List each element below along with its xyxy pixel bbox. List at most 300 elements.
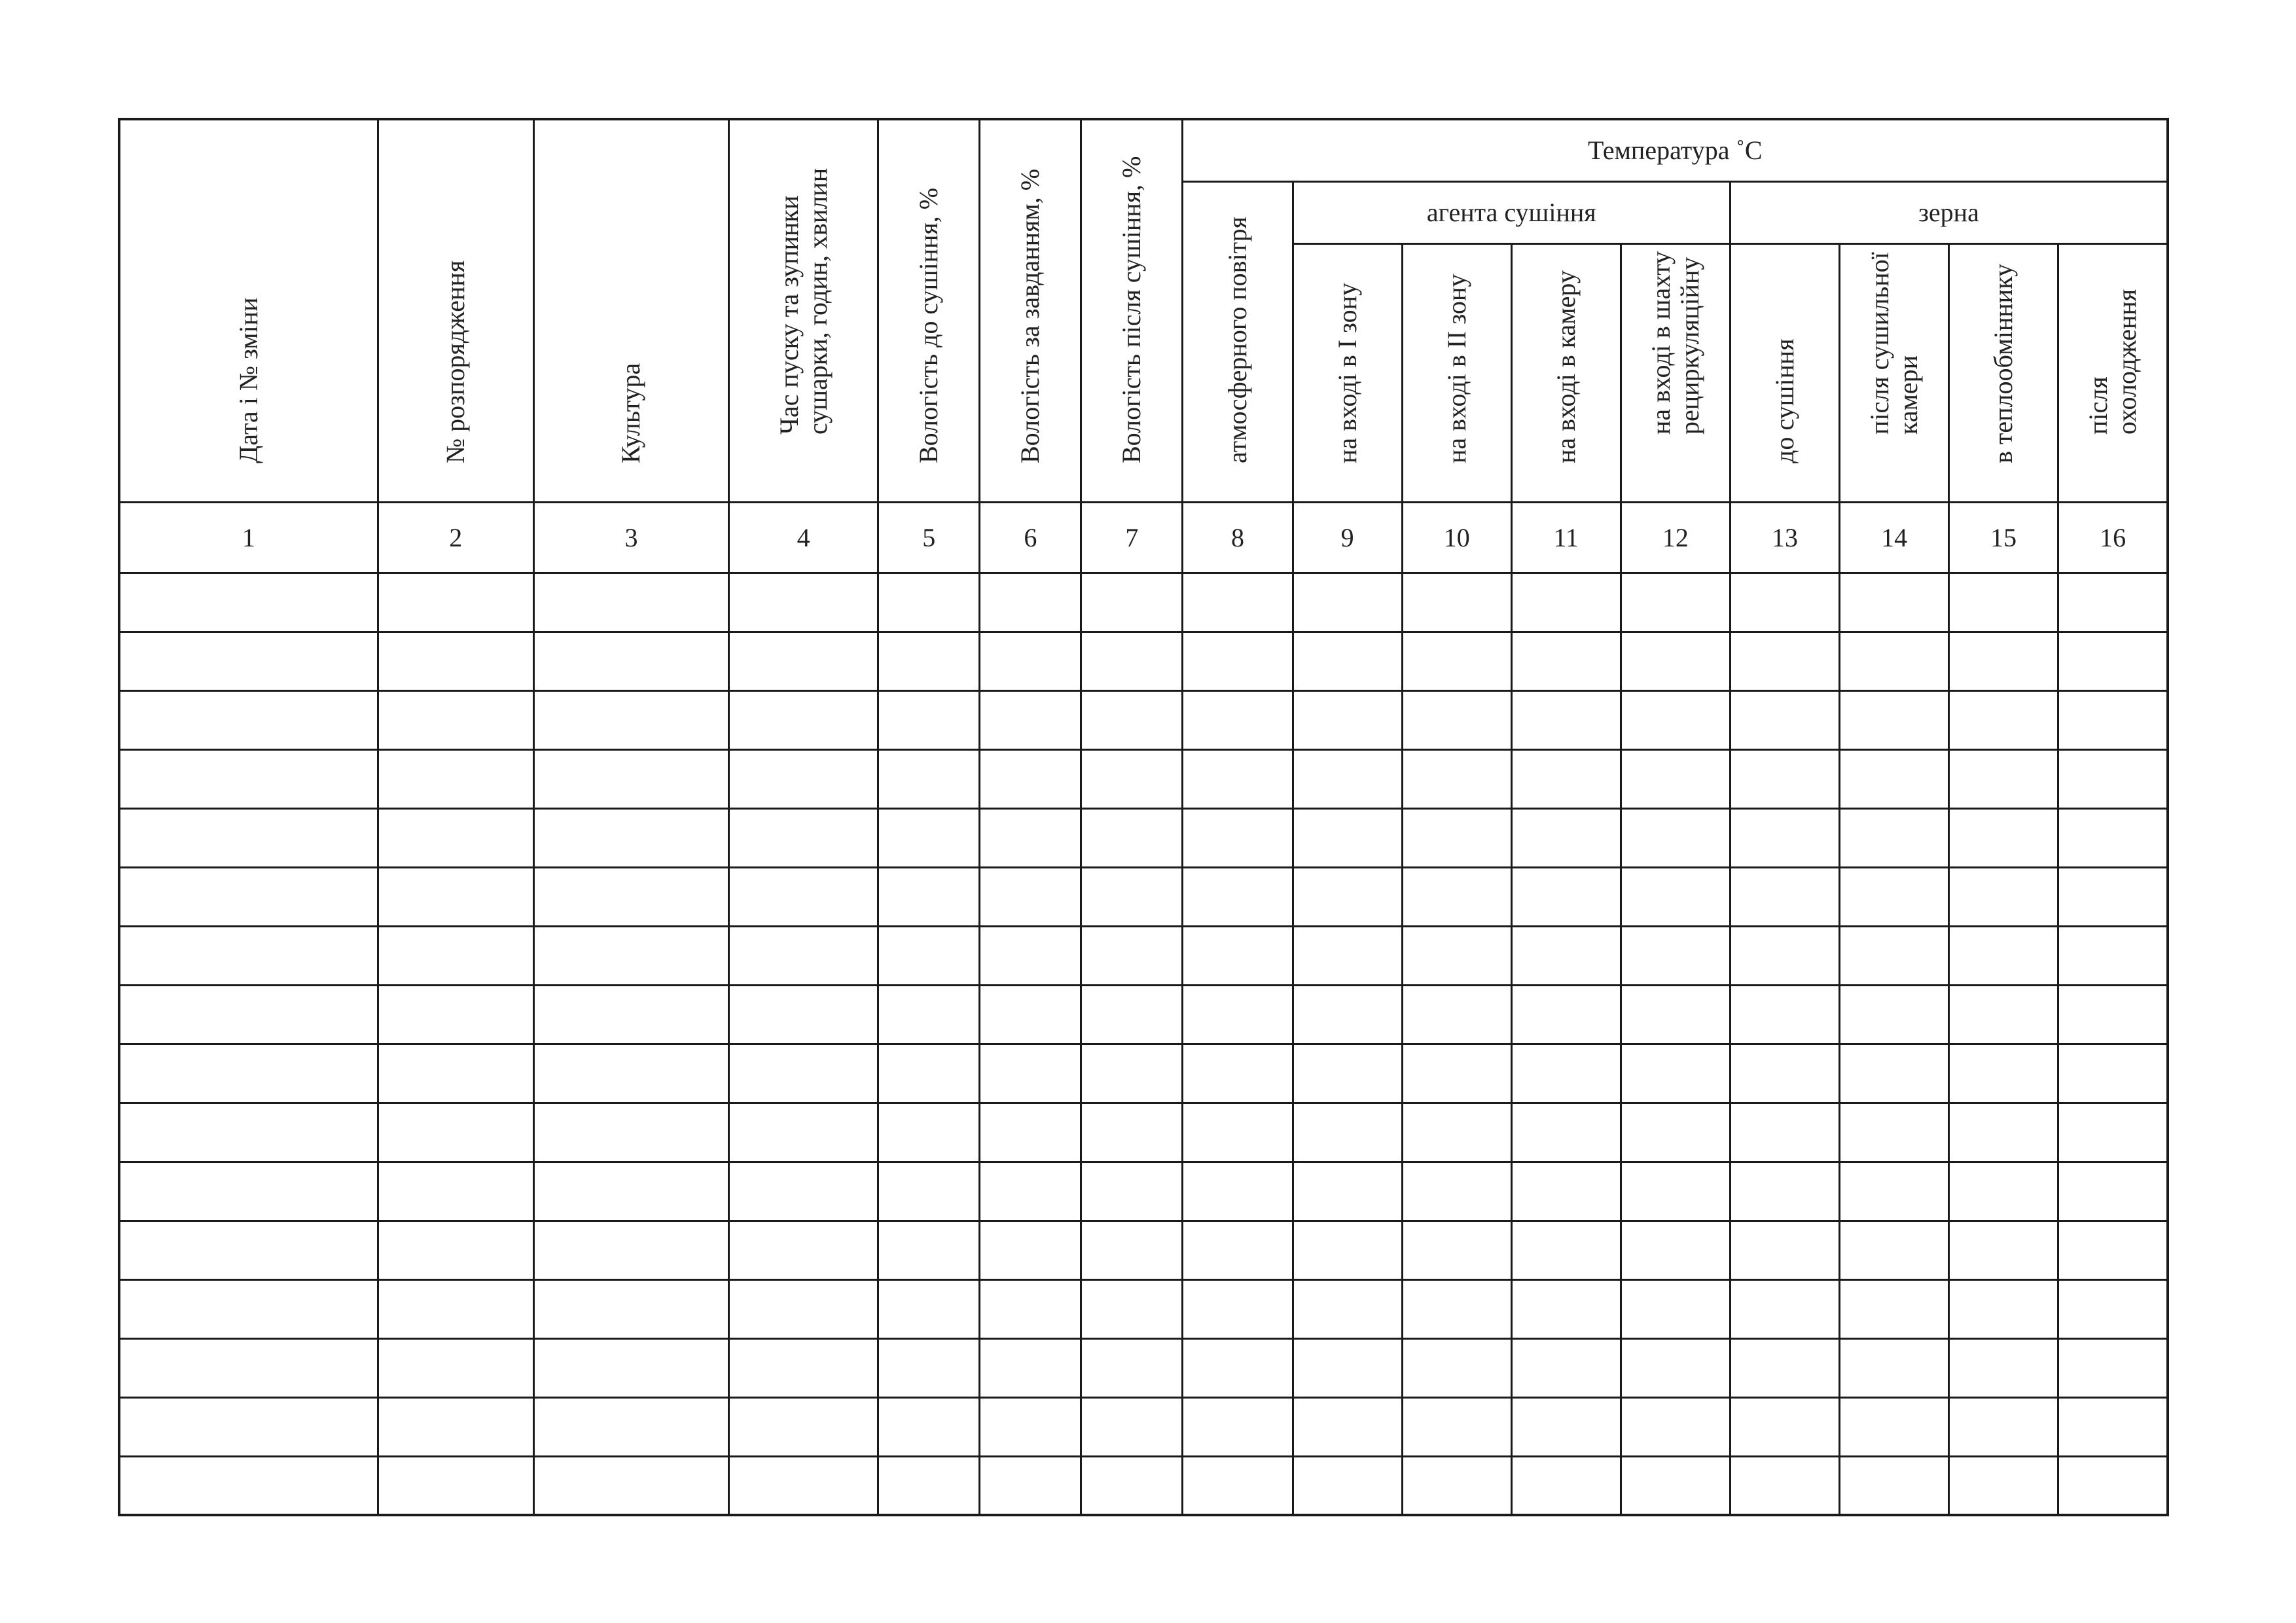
header-col-10 (1402, 243, 1511, 502)
table-cell[interactable] (1840, 632, 1949, 690)
table-row (119, 926, 2168, 985)
table-cell[interactable] (980, 1162, 1081, 1221)
table-cell[interactable] (378, 749, 533, 808)
table-cell[interactable] (533, 1221, 728, 1279)
table-cell[interactable] (2058, 749, 2168, 808)
table-cell[interactable] (1730, 1103, 1839, 1162)
table-row (119, 573, 2168, 632)
table-cell[interactable] (1949, 867, 2058, 926)
table-cell[interactable] (378, 573, 533, 632)
table-cell[interactable] (1402, 632, 1511, 690)
table-cell[interactable] (1511, 1279, 1621, 1338)
table-cell[interactable] (1840, 1103, 1949, 1162)
table-cell[interactable] (729, 808, 878, 867)
table-cell[interactable] (1730, 867, 1839, 926)
table-cell[interactable] (729, 1103, 878, 1162)
table-cell[interactable] (878, 1221, 980, 1279)
table-cell[interactable] (1949, 1456, 2058, 1515)
table-cell[interactable] (1511, 926, 1621, 985)
table-cell[interactable] (1081, 632, 1183, 690)
table-cell[interactable] (1511, 1338, 1621, 1397)
table-cell[interactable] (729, 1044, 878, 1103)
table-cell[interactable] (2058, 573, 2168, 632)
table-cell[interactable] (1621, 1338, 1730, 1397)
table-cell[interactable] (878, 1338, 980, 1397)
table-cell[interactable] (1840, 1338, 1949, 1397)
table-cell[interactable] (878, 985, 980, 1044)
table-row (119, 749, 2168, 808)
table-cell[interactable] (2058, 1456, 2168, 1515)
table-cell[interactable] (533, 808, 728, 867)
table-cell[interactable] (1183, 1397, 1293, 1456)
grain-drying-journal-table (118, 118, 2169, 1516)
table-cell[interactable] (119, 632, 378, 690)
header-col-4 (729, 119, 878, 502)
header-col-13 (1730, 243, 1839, 502)
table-cell[interactable] (980, 1103, 1081, 1162)
table-cell[interactable] (1840, 808, 1949, 867)
table-cell[interactable] (533, 1397, 728, 1456)
table-cell[interactable] (1402, 926, 1511, 985)
table-cell[interactable] (2058, 1279, 2168, 1338)
table-cell[interactable] (729, 985, 878, 1044)
table-cell[interactable] (878, 808, 980, 867)
table-cell[interactable] (1840, 926, 1949, 985)
table-cell[interactable] (1840, 1279, 1949, 1338)
table-cell[interactable] (1730, 1397, 1839, 1456)
table-cell[interactable] (533, 690, 728, 749)
table-cell[interactable] (1621, 1279, 1730, 1338)
table-cell[interactable] (729, 1397, 878, 1456)
table-cell[interactable] (1402, 690, 1511, 749)
table-cell[interactable] (729, 1221, 878, 1279)
table-cell[interactable] (533, 1044, 728, 1103)
table-cell[interactable] (1949, 926, 2058, 985)
table-cell[interactable] (1949, 1044, 2058, 1103)
table-cell[interactable] (1840, 573, 1949, 632)
table-cell[interactable] (1183, 926, 1293, 985)
table-cell[interactable] (980, 1456, 1081, 1515)
table-cell[interactable] (533, 926, 728, 985)
table-cell[interactable] (378, 1221, 533, 1279)
table-cell[interactable] (1730, 926, 1839, 985)
table-cell[interactable] (1511, 1221, 1621, 1279)
table-cell[interactable] (1402, 867, 1511, 926)
header-col-14-line1: після сушильної (1865, 251, 1895, 435)
table-cell[interactable] (980, 1338, 1081, 1397)
table-cell[interactable] (1730, 1221, 1839, 1279)
table-cell[interactable] (878, 690, 980, 749)
table-cell[interactable] (533, 1103, 728, 1162)
table-cell[interactable] (2058, 926, 2168, 985)
table-cell[interactable] (1183, 1162, 1293, 1221)
table-cell[interactable] (1183, 690, 1293, 749)
table-cell[interactable] (1293, 808, 1402, 867)
table-cell[interactable] (1730, 985, 1839, 1044)
table-cell[interactable] (980, 1279, 1081, 1338)
table-cell[interactable] (119, 690, 378, 749)
table-cell[interactable] (1402, 1162, 1511, 1221)
table-cell[interactable] (1511, 573, 1621, 632)
table-cell[interactable] (119, 1044, 378, 1103)
table-cell[interactable] (1081, 1397, 1183, 1456)
column-number-cell: 1 (119, 502, 378, 573)
table-cell[interactable] (1621, 926, 1730, 985)
table-cell[interactable] (1621, 690, 1730, 749)
column-number-cell: 5 (878, 502, 980, 573)
table-cell[interactable] (1730, 1456, 1839, 1515)
table-body (119, 502, 2168, 1515)
table-cell[interactable] (1621, 632, 1730, 690)
table-cell[interactable] (2058, 1397, 2168, 1456)
column-number-cell: 10 (1402, 502, 1511, 573)
table-cell[interactable] (1840, 690, 1949, 749)
table-cell[interactable] (1840, 1162, 1949, 1221)
table-cell[interactable] (533, 749, 728, 808)
table-cell[interactable] (1293, 632, 1402, 690)
table-row (119, 1162, 2168, 1221)
table-cell[interactable] (378, 1044, 533, 1103)
table-cell[interactable] (2058, 690, 2168, 749)
table-cell[interactable] (1081, 867, 1183, 926)
header-col-11-label: на вході в камеру (1551, 270, 1581, 463)
table-cell[interactable] (1081, 573, 1183, 632)
table-cell[interactable] (1730, 808, 1839, 867)
table-cell[interactable] (2058, 1162, 2168, 1221)
table-cell[interactable] (1621, 867, 1730, 926)
table-cell[interactable] (980, 690, 1081, 749)
table-cell[interactable] (1621, 1456, 1730, 1515)
table-cell[interactable] (1183, 1103, 1293, 1162)
table-cell[interactable] (1081, 749, 1183, 808)
header-col-7 (1081, 119, 1183, 502)
table-cell[interactable] (1621, 1397, 1730, 1456)
table-cell[interactable] (1402, 1103, 1511, 1162)
table-cell[interactable] (1730, 1338, 1839, 1397)
table-cell[interactable] (1730, 573, 1839, 632)
header-col-1 (119, 119, 378, 502)
table-cell[interactable] (378, 1103, 533, 1162)
column-number-cell: 14 (1840, 502, 1949, 573)
table-cell[interactable] (1081, 1103, 1183, 1162)
table-cell[interactable] (1293, 1221, 1402, 1279)
table-cell[interactable] (533, 1456, 728, 1515)
table-cell[interactable] (1840, 985, 1949, 1044)
table-cell[interactable] (1081, 1044, 1183, 1103)
table-cell[interactable] (1949, 749, 2058, 808)
table-cell[interactable] (878, 1456, 980, 1515)
table-cell[interactable] (729, 573, 878, 632)
table-cell[interactable] (1949, 1397, 2058, 1456)
table-cell[interactable] (533, 1279, 728, 1338)
table-cell[interactable] (119, 1221, 378, 1279)
table-cell[interactable] (1293, 1397, 1402, 1456)
table-cell[interactable] (1402, 1221, 1511, 1279)
table-cell[interactable] (1511, 808, 1621, 867)
table-cell[interactable] (878, 1162, 980, 1221)
table-cell[interactable] (119, 749, 378, 808)
table-cell[interactable] (533, 1338, 728, 1397)
header-col-4-label (775, 168, 833, 434)
table-cell[interactable] (1293, 1103, 1402, 1162)
table-cell[interactable] (1949, 1162, 2058, 1221)
table-cell[interactable] (1730, 749, 1839, 808)
table-cell[interactable] (1949, 632, 2058, 690)
table-cell[interactable] (1621, 1221, 1730, 1279)
table-cell[interactable] (1183, 1456, 1293, 1515)
table-cell[interactable] (1081, 985, 1183, 1044)
table-cell[interactable] (1621, 1044, 1730, 1103)
header-col-1-label: Дата і № зміни (233, 297, 263, 463)
table-cell[interactable] (119, 867, 378, 926)
table-cell[interactable] (378, 1456, 533, 1515)
table-cell[interactable] (533, 573, 728, 632)
table-cell[interactable] (1840, 1044, 1949, 1103)
table-cell[interactable] (1511, 1044, 1621, 1103)
table-cell[interactable] (1081, 1456, 1183, 1515)
table-cell[interactable] (1511, 632, 1621, 690)
table-cell[interactable] (1511, 690, 1621, 749)
table-cell[interactable] (878, 632, 980, 690)
table-cell[interactable] (1621, 573, 1730, 632)
table-cell[interactable] (1183, 749, 1293, 808)
table-cell[interactable] (1402, 808, 1511, 867)
table-cell[interactable] (1293, 690, 1402, 749)
table-cell[interactable] (1621, 1103, 1730, 1162)
table-cell[interactable] (878, 749, 980, 808)
table-cell[interactable] (1621, 808, 1730, 867)
table-cell[interactable] (729, 690, 878, 749)
table-cell[interactable] (729, 749, 878, 808)
header-col-16-label (2084, 289, 2142, 434)
table-cell[interactable] (1081, 1162, 1183, 1221)
table-cell[interactable] (1949, 690, 2058, 749)
table-cell[interactable] (1402, 749, 1511, 808)
table-cell[interactable] (1183, 1279, 1293, 1338)
table-cell[interactable] (378, 985, 533, 1044)
table-cell[interactable] (533, 985, 728, 1044)
header-col-4-line1: Час пуску та зупинки (774, 195, 804, 435)
table-cell[interactable] (119, 1162, 378, 1221)
table-cell[interactable] (1293, 1338, 1402, 1397)
table-cell[interactable] (1183, 1044, 1293, 1103)
table-cell[interactable] (119, 1279, 378, 1338)
table-row (119, 1338, 2168, 1397)
table-cell[interactable] (119, 985, 378, 1044)
table-cell[interactable] (729, 926, 878, 985)
table-cell[interactable] (878, 867, 980, 926)
table-cell[interactable] (878, 1044, 980, 1103)
table-cell[interactable] (119, 573, 378, 632)
table-cell[interactable] (119, 1338, 378, 1397)
table-cell[interactable] (2058, 985, 2168, 1044)
header-col-12-label (1647, 251, 1704, 434)
table-cell[interactable] (1293, 1162, 1402, 1221)
table-cell[interactable] (378, 690, 533, 749)
table-cell[interactable] (1293, 1456, 1402, 1515)
table-cell[interactable] (2058, 1103, 2168, 1162)
table-cell[interactable] (980, 1221, 1081, 1279)
header-col-3 (533, 119, 728, 502)
table-cell[interactable] (1293, 926, 1402, 985)
table-cell[interactable] (1949, 1221, 2058, 1279)
table-cell[interactable] (729, 1456, 878, 1515)
table-cell[interactable] (378, 1279, 533, 1338)
table-cell[interactable] (1293, 1044, 1402, 1103)
table-cell[interactable] (2058, 1044, 2168, 1103)
table-cell[interactable] (1840, 1456, 1949, 1515)
table-row (119, 1103, 2168, 1162)
table-cell[interactable] (378, 632, 533, 690)
header-col-11 (1511, 243, 1621, 502)
header-col-8 (1183, 181, 1293, 502)
table-cell[interactable] (1621, 1162, 1730, 1221)
table-cell[interactable] (533, 1162, 728, 1221)
table-cell[interactable] (1081, 1221, 1183, 1279)
table-cell[interactable] (1730, 1044, 1839, 1103)
table-cell[interactable] (980, 867, 1081, 926)
table-cell[interactable] (2058, 632, 2168, 690)
table-cell[interactable] (1081, 926, 1183, 985)
table-cell[interactable] (878, 1279, 980, 1338)
table-cell[interactable] (1840, 1221, 1949, 1279)
table-cell[interactable] (1511, 867, 1621, 926)
header-col-14-line2: камери (1893, 355, 1924, 435)
table-cell[interactable] (1293, 1279, 1402, 1338)
column-number-cell: 9 (1293, 502, 1402, 573)
table-cell[interactable] (1840, 867, 1949, 926)
column-number-cell: 3 (533, 502, 728, 573)
table-cell[interactable] (1511, 1397, 1621, 1456)
table-cell[interactable] (1730, 690, 1839, 749)
table-cell[interactable] (1621, 985, 1730, 1044)
table-cell[interactable] (1402, 573, 1511, 632)
table-cell[interactable] (1081, 808, 1183, 867)
table-cell[interactable] (980, 749, 1081, 808)
table-cell[interactable] (1183, 1338, 1293, 1397)
table-cell[interactable] (1949, 1103, 2058, 1162)
table-cell[interactable] (1730, 632, 1839, 690)
table-cell[interactable] (1511, 1103, 1621, 1162)
table-cell[interactable] (378, 1338, 533, 1397)
table-row (119, 1221, 2168, 1279)
table-cell[interactable] (1840, 1397, 1949, 1456)
table-cell[interactable] (1402, 1338, 1511, 1397)
column-number-cell: 11 (1511, 502, 1621, 573)
table-cell[interactable] (1402, 1279, 1511, 1338)
table-cell[interactable] (119, 1397, 378, 1456)
table-cell[interactable] (980, 808, 1081, 867)
table-cell[interactable] (1081, 1338, 1183, 1397)
table-cell[interactable] (1402, 1044, 1511, 1103)
table-cell[interactable] (1183, 867, 1293, 926)
table-cell[interactable] (1293, 573, 1402, 632)
table-cell[interactable] (378, 1162, 533, 1221)
table-cell[interactable] (878, 573, 980, 632)
table-cell[interactable] (1402, 1397, 1511, 1456)
table-cell[interactable] (1949, 1338, 2058, 1397)
table-cell[interactable] (980, 632, 1081, 690)
table-cell[interactable] (119, 926, 378, 985)
table-cell[interactable] (1949, 985, 2058, 1044)
table-cell[interactable] (378, 926, 533, 985)
table-cell[interactable] (119, 1103, 378, 1162)
table-cell[interactable] (1183, 1221, 1293, 1279)
table-cell[interactable] (533, 867, 728, 926)
table-cell[interactable] (1293, 985, 1402, 1044)
header-col-4-line2: сушарки, годин, хвилин (802, 168, 833, 435)
table-cell[interactable] (2058, 867, 2168, 926)
drying-agent-group-header: агента сушіння (1293, 181, 1730, 243)
table-cell[interactable] (119, 1456, 378, 1515)
table-cell[interactable] (2058, 808, 2168, 867)
table-cell[interactable] (729, 632, 878, 690)
table-cell[interactable] (878, 926, 980, 985)
table-cell[interactable] (1081, 690, 1183, 749)
header-col-6-label: Вологість за завданням, % (1015, 168, 1045, 463)
table-cell[interactable] (1730, 1279, 1839, 1338)
table-cell[interactable] (119, 808, 378, 867)
header-col-6 (980, 119, 1081, 502)
table-cell[interactable] (1511, 1162, 1621, 1221)
header-col-7-label: Вологість після сушіння, % (1117, 156, 1147, 463)
table-cell[interactable] (1949, 1279, 2058, 1338)
table-cell[interactable] (729, 1162, 878, 1221)
table-cell[interactable] (1511, 985, 1621, 1044)
table-cell[interactable] (2058, 1221, 2168, 1279)
table-cell[interactable] (980, 985, 1081, 1044)
table-cell[interactable] (1183, 808, 1293, 867)
table-cell[interactable] (378, 1397, 533, 1456)
table-cell[interactable] (1293, 867, 1402, 926)
table-cell[interactable] (1402, 985, 1511, 1044)
table-cell[interactable] (980, 1397, 1081, 1456)
table-cell[interactable] (1730, 1162, 1839, 1221)
table-cell[interactable] (378, 808, 533, 867)
table-cell[interactable] (1840, 749, 1949, 808)
table-cell[interactable] (980, 573, 1081, 632)
table-cell[interactable] (1949, 808, 2058, 867)
table-row (119, 1456, 2168, 1515)
table-cell[interactable] (1949, 573, 2058, 632)
header-col-16-line1: після (2083, 376, 2113, 435)
table-cell[interactable] (1183, 985, 1293, 1044)
table-cell[interactable] (729, 1279, 878, 1338)
column-number-cell: 13 (1730, 502, 1839, 573)
header-col-2-label: № розпорядження (440, 260, 471, 463)
table-cell[interactable] (1511, 749, 1621, 808)
table-cell[interactable] (1081, 1279, 1183, 1338)
table-cell[interactable] (878, 1397, 980, 1456)
table-cell[interactable] (1402, 1456, 1511, 1515)
table-cell[interactable] (980, 1044, 1081, 1103)
table-cell[interactable] (980, 926, 1081, 985)
table-cell[interactable] (2058, 1338, 2168, 1397)
table-cell[interactable] (729, 1338, 878, 1397)
table-cell[interactable] (729, 867, 878, 926)
table-cell[interactable] (878, 1103, 980, 1162)
table-cell[interactable] (533, 632, 728, 690)
table-cell[interactable] (1183, 632, 1293, 690)
table-cell[interactable] (1293, 749, 1402, 808)
column-number-cell: 4 (729, 502, 878, 573)
header-col-14 (1840, 243, 1949, 502)
table-cell[interactable] (1621, 749, 1730, 808)
table-cell[interactable] (378, 867, 533, 926)
table-cell[interactable] (1183, 573, 1293, 632)
table-cell[interactable] (1511, 1456, 1621, 1515)
column-number-cell: 6 (980, 502, 1081, 573)
